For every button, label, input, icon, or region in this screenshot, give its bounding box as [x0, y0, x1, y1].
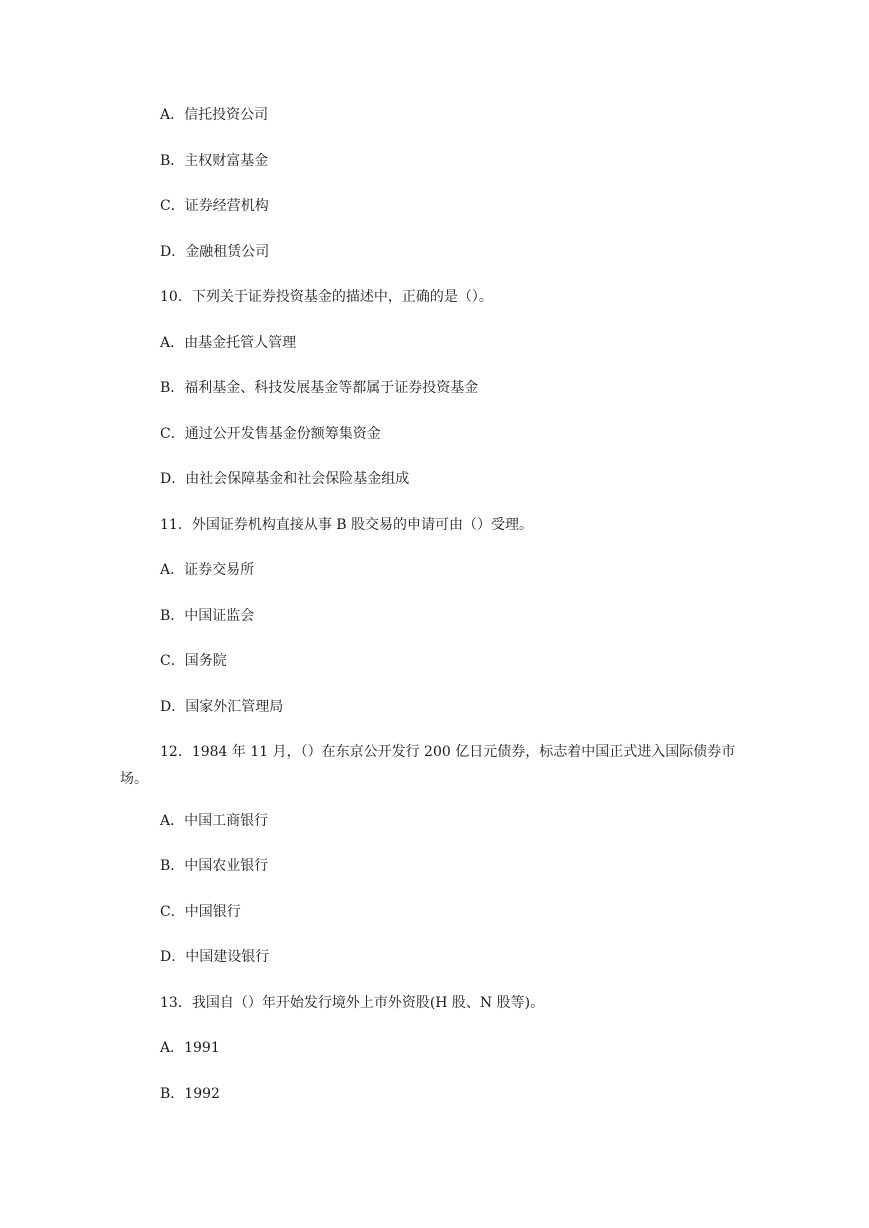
option-d: D．金融租赁公司 — [160, 244, 270, 260]
option-d: D．中国建设银行 — [160, 949, 270, 965]
option-a: A．证券交易所 — [160, 562, 255, 578]
option-c: C．通过公开发售基金份额筹集资金 — [160, 426, 381, 442]
option-a: A．信托投资公司 — [160, 107, 269, 123]
option-b: B．主权财富基金 — [160, 153, 269, 169]
option-b: B．福利基金、科技发展基金等都属于证券投资基金 — [160, 380, 479, 396]
question-11: 11．外国证券机构直接从事 B 股交易的申请可由（）受理。 — [160, 517, 534, 533]
option-d: D．由社会保障基金和社会保险基金组成 — [160, 471, 410, 487]
option-a: A．1991 — [160, 1040, 220, 1056]
question-13: 13．我国自（）年开始发行境外上市外资股(H 股、N 股等)。 — [160, 995, 545, 1011]
option-c: C．证券经营机构 — [160, 198, 269, 214]
option-b: B．中国农业银行 — [160, 858, 269, 874]
option-c: C．国务院 — [160, 653, 227, 669]
option-a: A．中国工商银行 — [160, 813, 269, 829]
question-12: 12．1984 年 11 月，（）在东京公开发行 200 亿日元债券，标志着中国正式进入国际债券市场。 — [120, 744, 736, 787]
option-b: B．中国证监会 — [160, 608, 255, 624]
option-c: C．中国银行 — [160, 904, 241, 920]
option-d: D．国家外汇管理局 — [160, 699, 284, 715]
question-10: 10．下列关于证券投资基金的描述中，正确的是（）。 — [160, 289, 493, 305]
option-b: B．1992 — [160, 1086, 220, 1102]
option-a: A．由基金托管人管理 — [160, 335, 297, 351]
